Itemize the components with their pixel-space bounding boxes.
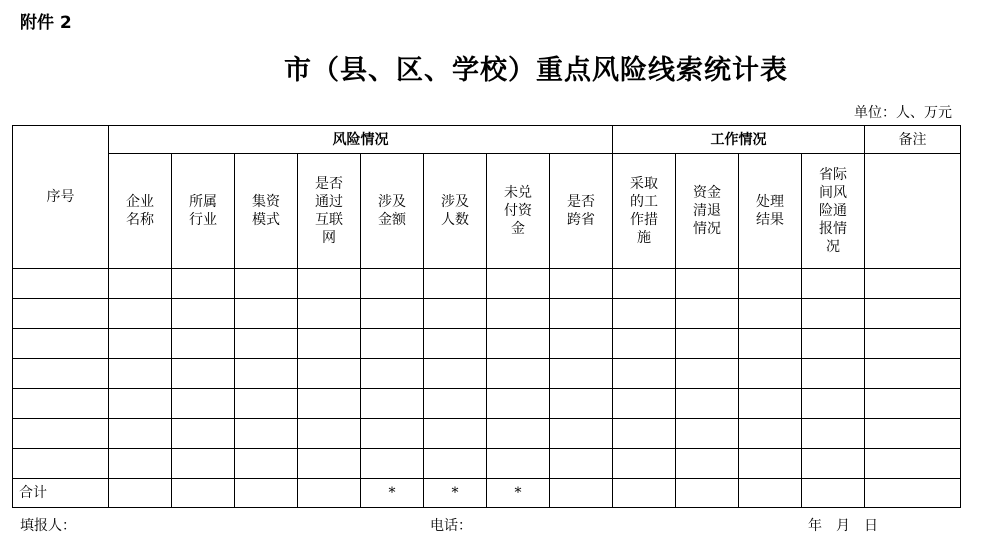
table-cell (109, 389, 172, 419)
table-cell (109, 419, 172, 449)
table-cell (550, 389, 613, 419)
total-cell (109, 479, 172, 508)
table-cell (424, 329, 487, 359)
table-cell (424, 389, 487, 419)
table-cell (550, 359, 613, 389)
table-cell (361, 389, 424, 419)
table-cell (487, 419, 550, 449)
table-row (13, 389, 961, 419)
table-cell (424, 449, 487, 479)
table-cell (739, 329, 802, 359)
table-cell (13, 299, 109, 329)
header-risk-col: 企业名称 (109, 154, 172, 269)
table-cell (109, 269, 172, 299)
footer-filler: 填报人： (20, 518, 76, 534)
table-cell (802, 389, 865, 419)
total-cell (298, 479, 361, 508)
table-cell (172, 269, 235, 299)
attachment-label: 附件 2 (20, 13, 72, 33)
table-cell (613, 329, 676, 359)
table-cell (676, 359, 739, 389)
table-cell (298, 299, 361, 329)
table-cell (298, 419, 361, 449)
table-cell (676, 269, 739, 299)
table-cell (487, 449, 550, 479)
unit-label: 单位：人、万元 (854, 105, 952, 121)
table-cell (487, 389, 550, 419)
table-cell (865, 329, 961, 359)
total-cell (739, 479, 802, 508)
table-cell (739, 449, 802, 479)
header-risk-col: 未兑付资金 (487, 154, 550, 269)
table-cell (109, 329, 172, 359)
table-cell (298, 359, 361, 389)
footer-date: 年 月 日 (808, 518, 878, 534)
table-cell (487, 269, 550, 299)
table-cell (487, 359, 550, 389)
table-cell (487, 299, 550, 329)
table-cell (424, 269, 487, 299)
table-cell (676, 329, 739, 359)
table-cell (865, 269, 961, 299)
header-risk-col: 是否通过互联网 (298, 154, 361, 269)
header-work-group: 工作情况 (613, 126, 865, 154)
total-cell (802, 479, 865, 508)
table-cell (487, 329, 550, 359)
table-cell (13, 269, 109, 299)
header-risk-col: 涉及金额 (361, 154, 424, 269)
table-cell (235, 359, 298, 389)
total-cell (676, 479, 739, 508)
risk-statistics-table (12, 125, 961, 508)
table-cell (865, 299, 961, 329)
table-cell (172, 299, 235, 329)
table-cell (550, 449, 613, 479)
table-cell (235, 419, 298, 449)
total-cell: * (424, 479, 487, 508)
table-cell (676, 419, 739, 449)
table-cell (865, 359, 961, 389)
table-cell (550, 329, 613, 359)
table-cell (739, 269, 802, 299)
header-risk-col: 是否跨省 (550, 154, 613, 269)
table-cell (550, 299, 613, 329)
table-cell (676, 389, 739, 419)
table-cell (802, 329, 865, 359)
table-cell (298, 449, 361, 479)
table-row (13, 359, 961, 389)
total-row (13, 479, 961, 508)
table-cell (13, 449, 109, 479)
table-cell (235, 449, 298, 479)
header-work-col: 处理结果 (739, 154, 802, 269)
table-cell (13, 329, 109, 359)
table-cell (865, 419, 961, 449)
table-cell (550, 269, 613, 299)
table-cell (235, 269, 298, 299)
table-cell (361, 419, 424, 449)
header-risk-col: 所属行业 (172, 154, 235, 269)
table-cell (550, 419, 613, 449)
table-cell (172, 359, 235, 389)
table-cell (424, 299, 487, 329)
header-work-col: 采取的工作措施 (613, 154, 676, 269)
table-row (13, 269, 961, 299)
table-cell (361, 359, 424, 389)
table-cell (739, 389, 802, 419)
table-cell (613, 389, 676, 419)
table-cell (172, 449, 235, 479)
table-cell (865, 389, 961, 419)
table-row (13, 299, 961, 329)
header-serial: 序号 (13, 126, 109, 269)
table-cell (298, 269, 361, 299)
table-cell (802, 359, 865, 389)
table-cell (361, 449, 424, 479)
table-cell (298, 329, 361, 359)
table-cell (802, 419, 865, 449)
table-cell (361, 269, 424, 299)
total-label: 合计 (13, 479, 109, 508)
total-cell: * (487, 479, 550, 508)
footer-phone: 电话： (430, 518, 472, 534)
table-cell (613, 419, 676, 449)
header-risk-col: 集资模式 (235, 154, 298, 269)
table-cell (298, 389, 361, 419)
table-cell (235, 299, 298, 329)
table-cell (739, 419, 802, 449)
table-cell (172, 419, 235, 449)
table-cell (865, 449, 961, 479)
table-cell (235, 329, 298, 359)
total-cell: * (361, 479, 424, 508)
table-cell (235, 389, 298, 419)
table-cell (613, 449, 676, 479)
header-work-col: 省际间风险通报情况 (802, 154, 865, 269)
table-cell (802, 269, 865, 299)
table-cell (613, 299, 676, 329)
table-row (13, 449, 961, 479)
table-cell (613, 359, 676, 389)
table-cell (676, 299, 739, 329)
header-remarks: 备注 (865, 126, 961, 154)
table-cell (802, 299, 865, 329)
table-cell (13, 389, 109, 419)
header-work-col: 资金清退情况 (676, 154, 739, 269)
total-cell (172, 479, 235, 508)
table-cell (172, 389, 235, 419)
table-cell (361, 329, 424, 359)
table-cell (676, 449, 739, 479)
table-cell (424, 359, 487, 389)
table-cell (739, 359, 802, 389)
table-cell (613, 269, 676, 299)
table-cell (13, 419, 109, 449)
total-cell (235, 479, 298, 508)
table-cell (424, 419, 487, 449)
table-cell (172, 329, 235, 359)
header-risk-group: 风险情况 (109, 126, 613, 154)
total-cell (865, 479, 961, 508)
table-cell (109, 359, 172, 389)
header-remarks-blank (865, 154, 961, 269)
page-title: 市（县、区、学校）重点风险线索统计表 (284, 55, 788, 86)
table-cell (802, 449, 865, 479)
table-row (13, 329, 961, 359)
table-cell (739, 299, 802, 329)
total-cell (550, 479, 613, 508)
table-cell (109, 299, 172, 329)
table-cell (361, 299, 424, 329)
total-cell (613, 479, 676, 508)
table-cell (13, 359, 109, 389)
table-cell (109, 449, 172, 479)
header-risk-col: 涉及人数 (424, 154, 487, 269)
table-row (13, 419, 961, 449)
